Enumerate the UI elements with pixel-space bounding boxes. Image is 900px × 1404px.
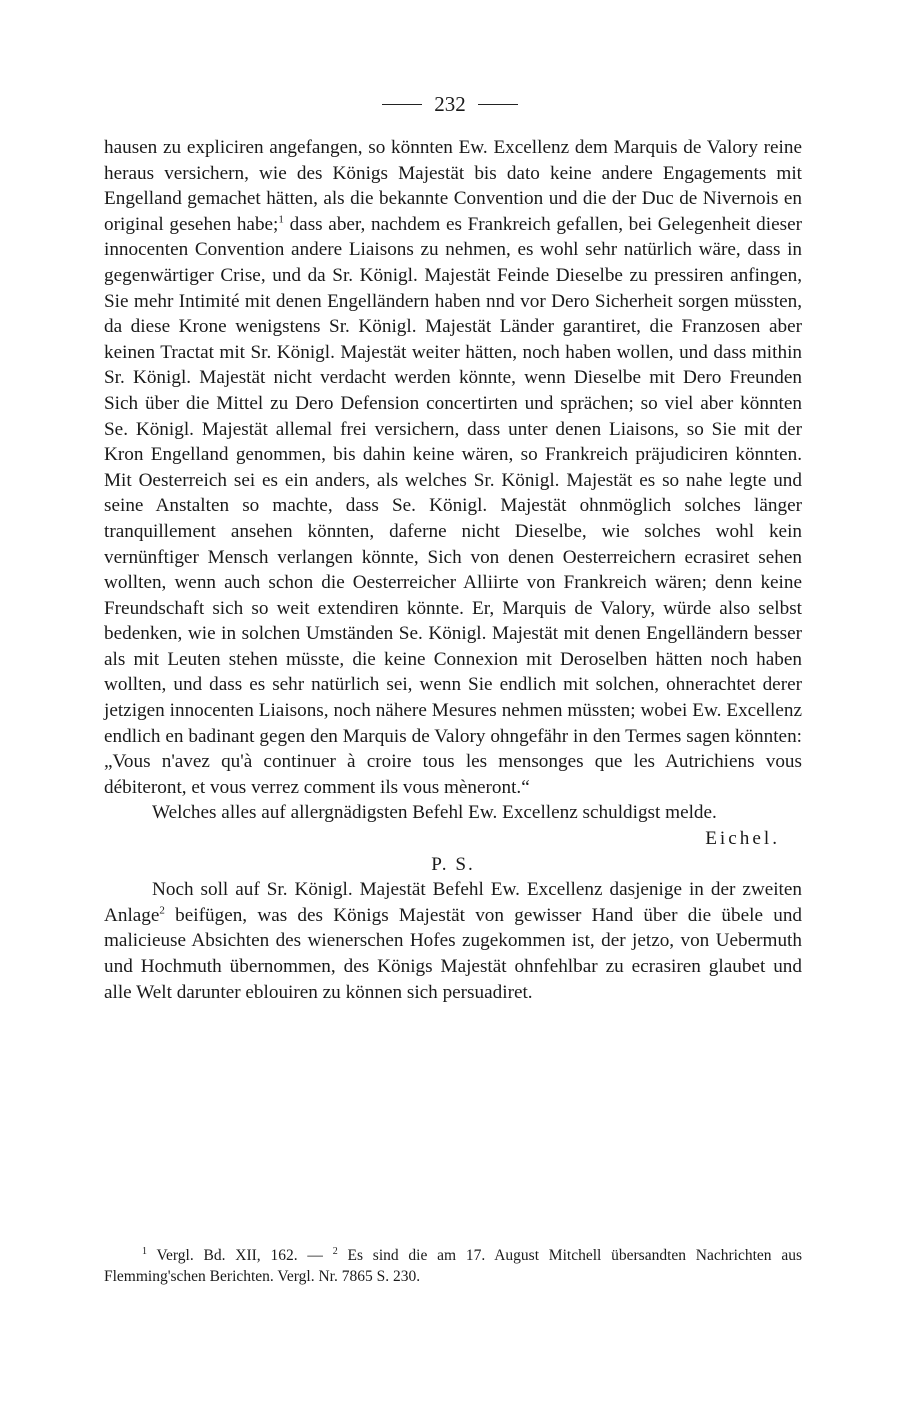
body-text: [104, 135, 802, 1005]
page-header: [0, 92, 900, 117]
header-rule-left: [382, 104, 422, 105]
ps-heading: P. S.: [431, 853, 475, 875]
paragraph-1-part-a: hausen zu expliciren angefangen, so könnten Ew. Excellenz dem Marquis de Valory reine heraus versichern, wie des Königs Majestät bis dato keine andere Engagements mit Engelland gemachet hätten, als die bekannte Convention und die der Duc de Nivernois en original gesehen habe;: [104, 137, 802, 235]
header-rule-right: [478, 104, 518, 105]
footnote-ref-2: 2: [159, 904, 165, 917]
signature: Eichel.: [705, 828, 780, 850]
paragraph-1: [104, 135, 802, 800]
ps-part-b: beifügen, was des Königs Majestät von gewisser Hand über die übele und malicieuse Absichten des wienerschen Hofes zugekommen ist, der jetzo, von Uebermuth und Hochmuth übernommen, des Königs Majestät ohnfehlbar zu ecrasiren glaubet und alle Welt darunter eblouiren zu können sich persuadiret.: [104, 904, 803, 1003]
ps-paragraph: [104, 877, 802, 1005]
paragraph-1-part-b: dass aber, nachdem es Frankreich gefallen, bei Gelegenheit dieser innocenten Convention andere Liaisons zu nehmen, es wohl sehr natürlich wäre, dass in gegenwärtiger Crise, und da Sr. Königl. Majestät Feinde Dieselbe zu pressiren anfingen, Sie mehr Intimité mit denen Engelländern haben nnd vor Dero Sicherheit sorgen müssten, da diese Krone wenigstens Sr. Königl. Majestät Länder garantiret, die Franzosen aber keinen Tractat mit Sr. Königl. Majestät weiter hätten, noch haben wollen, und dass mithin Sr. Königl. Majestät nicht verdacht werden könnte, wenn Dieselbe mit Dero Freunden Sich über die Mittel zu Dero Defension concertirten und sprächen; so viel aber könnten Se. Königl. Majestät allemal frei versichern, dass unter denen Liaisons, so Sie mit der Kron Engelland genommen, bis dahin keine wären, so Frankreich präjudiciren könnten. Mit Oesterreich sei es ein anders, als welches Sr. Königl. Majestät es so nahe legte und seine Anstalten so machte, dass Se. Königl. Majestät ohnmöglich solches länger tranquillement ansehen könnten, daferne nicht Dieselbe, wie solches wohl kein vernünftiger Mensch verlangen könnte, Sich von denen Oesterreichern ecrasiret sehen wollten, wenn auch schon die Oesterreicher Alliirte von Frankreich wären; denn keine Freundschaft sich so weit extendiren könnte. Er, Marquis de Valory, würde also selbst bedenken, wie in solchen Umständen Se. Königl. Majestät mit denen Engelländern besser als mit Leuten stehen müsste, die keine Connexion mit Deroselben hätten noch haben wollten, und dass es sehr natürlich sei, wenn Sie endlich mit solchen, ohnerachtet derer jetzigen innocenten Liaisons, noch nähere Mesures nehmen müssten; wobei Ew. Excellenz endlich en badinant gegen den Marquis de Valory ohngefähr in den Termes sagen könnten: „Vous n'avez qu'à continuer à croire tous les mensonges que les Autrichiens vous débiteront, et vous verrez comment ils vous mèneront.“: [104, 213, 802, 798]
footnote-2-text: Es sind die am 17. August Mitchell übersandten Nachrichten aus Flemming'schen Berichten. Vergl. Nr. 7865 S. 230.: [104, 1247, 803, 1285]
footnote-1-marker: 1: [142, 1245, 147, 1257]
footnote-2-marker: 2: [332, 1245, 338, 1257]
footnote-ref-1: 1: [278, 213, 284, 226]
paragraph-2: Welches alles auf allergnädigsten Befehl Ew. Excellenz schuldigst melde.: [152, 802, 717, 824]
footnote-1-text: Vergl. Bd. XII, 162. —: [156, 1247, 323, 1264]
ps-part-a: Noch soll auf Sr. Königl. Majestät Befehl Ew. Excellenz dasjenige in der zweiten Anlage: [104, 879, 802, 926]
footnote-block: [104, 1245, 802, 1287]
footnotes: [104, 1245, 802, 1287]
page-number: 232: [434, 92, 466, 116]
